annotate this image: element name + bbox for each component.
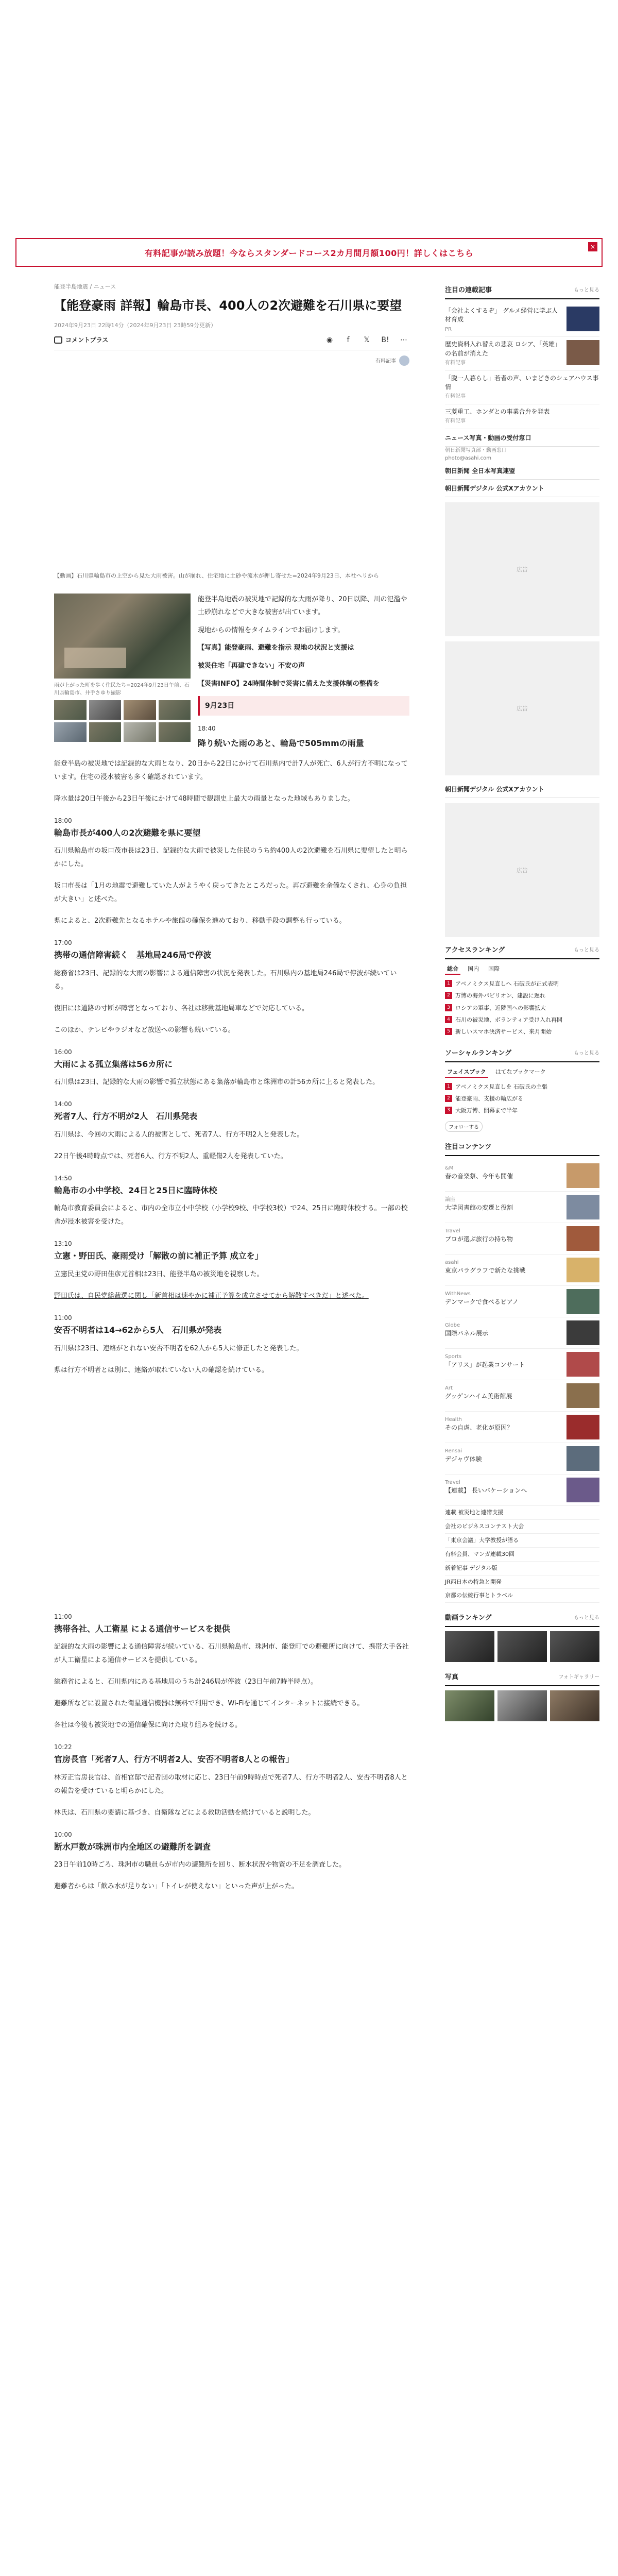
sidebar-article[interactable] bbox=[445, 404, 599, 429]
ad-slot[interactable]: 広告 bbox=[445, 641, 599, 775]
sidebar-article[interactable] bbox=[445, 371, 599, 404]
ranking-title[interactable]: アベノミクス見直しへ 石破氏が正式表明 bbox=[455, 980, 559, 987]
body-paragraph: 総務省は23日、記録的な大雨の影響による通信障害の状況を発表した。石川県内の基地局246局で停波が続いている。 bbox=[54, 969, 397, 991]
ranking-item[interactable] bbox=[445, 1105, 599, 1116]
timeline-time: 10:22 bbox=[54, 1743, 72, 1751]
timeline-entry bbox=[54, 939, 409, 1037]
featured-sub: Travel bbox=[445, 1479, 460, 1485]
ranking-item[interactable] bbox=[445, 1026, 599, 1038]
featured-header bbox=[445, 1139, 599, 1156]
photo-thumbnails bbox=[54, 700, 191, 742]
photo-thumbnail[interactable] bbox=[54, 700, 87, 720]
video-thumbnails bbox=[445, 1631, 599, 1662]
featured-item[interactable] bbox=[445, 1192, 599, 1223]
sidebar-thumbnail[interactable] bbox=[566, 340, 599, 365]
body-paragraph: 県によると、2次避難先となるホテルや旅館の確保を進めており、移動手段の調整も行っている。 bbox=[54, 917, 346, 925]
sidebar-link[interactable]: 会社のビジネスコンテスト大会 bbox=[445, 1520, 599, 1534]
timeline-heading: 立憲・野田氏、豪雨受け「解散の前に補正予算 成立を」 bbox=[54, 1251, 263, 1261]
lead-text bbox=[198, 594, 409, 750]
breadcrumb[interactable]: 能登半島地震 / ニュース bbox=[54, 283, 116, 290]
sidebar-article-sub: 有料記事 bbox=[445, 418, 466, 425]
featured-title-text[interactable]: 【連載】 長いバケーションへ bbox=[445, 1487, 527, 1495]
lead-paragraph: 能登半島地震の被災地で記録的な大雨が降り、20日以降、川の氾濫や土砂崩れなどで大きな被害が出ています。 bbox=[198, 596, 407, 617]
body-paragraph: 避難者からは「飲み水が足りない」「トイレが使えない」といった声が上がった。 bbox=[54, 1883, 298, 1891]
featured-item[interactable] bbox=[445, 1349, 599, 1380]
close-icon[interactable]: × bbox=[588, 242, 597, 251]
sidebar-article-sub: 有料記事 bbox=[445, 394, 466, 400]
ranking-item[interactable] bbox=[445, 1014, 599, 1026]
timeline-entry bbox=[54, 1048, 409, 1090]
ranking-title[interactable]: 石川の被災地、ボランティア受け入れ再開 bbox=[455, 1016, 563, 1023]
more-link[interactable]: もっと見る bbox=[574, 1050, 599, 1056]
photo-thumbnail[interactable] bbox=[159, 722, 191, 742]
article-meta: 2024年9月23日 22時14分（2024年9月23日 23時59分更新） bbox=[54, 321, 216, 329]
featured-title-text[interactable]: デジャヴ体験 bbox=[445, 1455, 482, 1463]
photo-thumbnail[interactable] bbox=[89, 700, 122, 720]
timeline-entry bbox=[54, 1613, 409, 1733]
timeline-time: 18:00 bbox=[54, 817, 72, 824]
social-tabs bbox=[445, 1066, 599, 1078]
ranking-item[interactable] bbox=[445, 1081, 599, 1093]
promo-banner-text[interactable]: 有料記事が読み放題！今ならスタンダードコース2カ月間月額100円！詳しくはこちら bbox=[144, 248, 474, 258]
timeline-heading: 携帯各社、人工衛星 による通信サービスを提供 bbox=[54, 1623, 230, 1634]
body-paragraph: 22日午後4時時点では、死者6人、行方不明2人、重軽傷2人を発表していた。 bbox=[54, 1152, 287, 1160]
featured-item[interactable] bbox=[445, 1223, 599, 1255]
ranking-title[interactable]: 大阪万博、開幕まで半年 bbox=[455, 1107, 518, 1114]
sidebar-link[interactable]: 連載 被災地と連帯支援 bbox=[445, 1506, 599, 1520]
sidebar-article-sub: 有料記事 bbox=[445, 360, 466, 366]
news-photo-link[interactable]: 朝日新聞写真部・動画窓口 bbox=[445, 447, 507, 453]
ranking-title[interactable]: 新しいスマホ決済サービス、来月開始 bbox=[455, 1028, 552, 1036]
article-main bbox=[54, 282, 409, 1902]
tab-total[interactable]: 総合 bbox=[445, 963, 460, 975]
timeline-entry bbox=[54, 1743, 409, 1820]
featured-sub: Rensai bbox=[445, 1448, 462, 1454]
body-paragraph: このほか、テレビやラジオなど放送への影響も続いている。 bbox=[54, 1026, 235, 1034]
photo-thumbnails bbox=[445, 1690, 599, 1721]
body-paragraph: 各社は今後も被災地での通信確保に向けた取り組みを続ける。 bbox=[54, 1721, 242, 1730]
tab-hatena[interactable]: はてなブックマーク bbox=[495, 1068, 546, 1075]
featured-item[interactable] bbox=[445, 1475, 599, 1506]
timeline-heading: 降り続いた雨のあと、輪島で505mmの雨量 bbox=[198, 738, 364, 748]
featured-thumbnail[interactable] bbox=[566, 1415, 599, 1439]
timeline-time: 11:00 bbox=[54, 1314, 72, 1322]
lead-link[interactable]: 被災住宅「再建できない」不安の声 bbox=[198, 662, 305, 670]
comment-icon bbox=[54, 336, 62, 344]
rank-number: 1 bbox=[445, 1083, 452, 1090]
social-ranking-title: ソーシャルランキング bbox=[445, 1049, 512, 1057]
timeline-time: 18:40 bbox=[198, 725, 216, 733]
featured-thumbnail[interactable] bbox=[566, 1383, 599, 1408]
ranking-item[interactable] bbox=[445, 990, 599, 1002]
sidebar-article[interactable] bbox=[445, 337, 599, 370]
photo-gallery-link[interactable]: フォトギャラリー bbox=[558, 1674, 599, 1681]
access-ranking-title: アクセスランキング bbox=[445, 946, 505, 954]
news-photo-mail[interactable]: photo@asahi.com bbox=[445, 455, 491, 461]
photo-header bbox=[445, 1669, 599, 1686]
video-ranking-title: 動画ランキング bbox=[445, 1614, 492, 1622]
more-link[interactable]: もっと見る bbox=[574, 1615, 599, 1621]
sidebar-article-sub: PR bbox=[445, 326, 452, 332]
body-paragraph: 総務省によると、石川県内にある基地局のうち計246局が停波（23日午前7時半時点）。 bbox=[54, 1678, 318, 1686]
header-area bbox=[0, 0, 618, 155]
featured-title-text[interactable]: デンマークで食べるピアノ bbox=[445, 1298, 519, 1306]
inline-photo[interactable] bbox=[54, 1385, 409, 1602]
sidebar-article[interactable] bbox=[445, 303, 599, 337]
sidebar-article-title[interactable]: 「会社よくするぞ」 グルメ経営に学ぶ人材育成 bbox=[445, 307, 558, 324]
timeline-heading: 安否不明者は14→62から5人 石川県が発表 bbox=[54, 1325, 222, 1335]
follow-row bbox=[445, 1121, 599, 1132]
featured-title: 注目コンテンツ bbox=[445, 1143, 492, 1151]
sidebar-thumbnail[interactable] bbox=[566, 307, 599, 331]
featured-item[interactable] bbox=[445, 1380, 599, 1412]
photo-thumbnail[interactable] bbox=[550, 1690, 599, 1721]
lead-link[interactable]: 【写真】能登豪雨、避難を指示 現地の状況と支援は bbox=[198, 644, 354, 652]
photo-thumbnail[interactable] bbox=[89, 722, 122, 742]
featured-thumbnail[interactable] bbox=[566, 1446, 599, 1471]
article-toolbar bbox=[54, 334, 409, 350]
timeline-entry bbox=[54, 1100, 409, 1163]
timeline-heading: 死者7人、行方不明が2人 石川県発表 bbox=[54, 1111, 198, 1122]
timeline-entry bbox=[54, 1314, 409, 1377]
featured-sub: Health bbox=[445, 1416, 462, 1422]
featured-title-text[interactable]: グッゲンハイム美術館展 bbox=[445, 1393, 512, 1400]
tab-domestic[interactable]: 国内 bbox=[468, 965, 479, 972]
ranking-item[interactable] bbox=[445, 978, 599, 990]
body-paragraph: 避難所などに設置された衛星通信機器は無料で利用でき、Wi-Fiを通じてインターネットに接続できる。 bbox=[54, 1700, 364, 1708]
featured-sub: Art bbox=[445, 1385, 453, 1391]
date-heading: 9月23日 bbox=[198, 696, 409, 716]
rank-number: 2 bbox=[445, 992, 452, 999]
body-paragraph: 降水量は20日午後から23日午後にかけて48時間で観測史上最大の雨量となった地域もありました。 bbox=[54, 794, 354, 803]
photo-thumbnail[interactable] bbox=[445, 1690, 494, 1721]
comment-plus-button[interactable] bbox=[54, 335, 108, 344]
body-paragraph: 23日午前10時ごろ、珠洲市の職員らが市内の避難所を回り、断水状況や物資の不足を調査した。 bbox=[54, 1861, 346, 1869]
photo-thumbnail[interactable] bbox=[124, 722, 156, 742]
timeline-heading: 携帯の通信障害続く 基地局246局で停波 bbox=[54, 950, 212, 960]
follow-label[interactable]: フォローする bbox=[445, 1121, 483, 1132]
lead-section bbox=[54, 594, 409, 750]
body-paragraph: 能登半島の被災地では記録的な大雨となり、20日から22日にかけて石川県内で計7人が死亡、6人が行方不明になっています。住宅の浸水被害も多く確認されています。 bbox=[54, 759, 408, 781]
author-row bbox=[54, 355, 409, 366]
x-icon[interactable]: 𝕏 bbox=[364, 335, 370, 344]
featured-thumbnail[interactable] bbox=[566, 1195, 599, 1219]
rank-number: 3 bbox=[445, 1004, 452, 1011]
photo-thumbnail[interactable] bbox=[159, 700, 191, 720]
body-paragraph: 記録的な大雨の影響による通信障害が続いている、石川県輪島市、珠洲市、能登町での避難所に向けて、携帯大手各社が人工衛星による通信サービスを提供している。 bbox=[54, 1643, 409, 1665]
timeline-entry bbox=[54, 1240, 409, 1303]
timeline-time: 10:00 bbox=[54, 1831, 72, 1838]
featured-title-text[interactable]: プロが選ぶ旅行の持ち物 bbox=[445, 1235, 513, 1243]
body-paragraph: 石川県は、今回の大雨による人的被害として、死者7人、行方不明2人と発表した。 bbox=[54, 1130, 304, 1139]
sidebar-link[interactable]: 「東京会議」大学教授が語る bbox=[445, 1534, 599, 1548]
body-paragraph: 野田氏は、自民党総裁選に関し「新首相は速やかに補正予算を成立させてから解散すべきだ」と述べた。 bbox=[54, 1292, 369, 1300]
paid-label: 有料記事 bbox=[375, 359, 396, 365]
timeline-time: 13:10 bbox=[54, 1240, 72, 1248]
featured-thumbnail[interactable] bbox=[566, 1289, 599, 1314]
featured-sub: 論座 bbox=[445, 1196, 455, 1202]
news-desk-link[interactable]: 朝日新聞 全日本写真連盟 bbox=[445, 462, 599, 480]
rank-number: 1 bbox=[445, 980, 452, 987]
timeline-heading: 官房長官「死者7人、行方不明者2人、安否不明者8人との報告」 bbox=[54, 1754, 294, 1765]
featured-title-text[interactable]: 「アリス」が起業コンサート bbox=[445, 1361, 525, 1369]
avatar bbox=[399, 355, 409, 366]
lead-photo[interactable] bbox=[54, 594, 191, 679]
ranking-item[interactable] bbox=[445, 1002, 599, 1014]
more-link[interactable]: もっと見る bbox=[574, 947, 599, 953]
featured-thumbnail[interactable] bbox=[566, 1258, 599, 1282]
featured-sub: &M bbox=[445, 1165, 454, 1171]
ad-slot[interactable]: 広告 bbox=[445, 502, 599, 636]
sidebar bbox=[445, 282, 599, 1721]
featured-sub: Globe bbox=[445, 1322, 460, 1328]
featured-title-text[interactable]: 大学図書館の変遷と役割 bbox=[445, 1204, 513, 1212]
featured-item[interactable] bbox=[445, 1286, 599, 1317]
sidebar-article-title[interactable]: 「脱一人暮らし」若者の声、いまどきのシェアハウス事情 bbox=[445, 374, 599, 391]
body-paragraph: 復旧には道路の寸断が障害となっており、各社は移動基地局車などで対応している。 bbox=[54, 1004, 309, 1012]
featured-sub: Travel bbox=[445, 1228, 460, 1234]
featured-item[interactable] bbox=[445, 1317, 599, 1349]
lead-photo-caption: 雨が上がった町を歩く住民たち=2024年9月23日午前、石川県輪島市、井手さゆり撮影 bbox=[54, 683, 190, 697]
sidebar-link[interactable]: 有料会員、マンガ連載30回 bbox=[445, 1548, 599, 1562]
featured-sub: asahi bbox=[445, 1259, 459, 1265]
featured-sub: WithNews bbox=[445, 1291, 471, 1297]
sidebar-link[interactable]: JR西日本の特急と開発 bbox=[445, 1575, 599, 1589]
tab-facebook[interactable]: フェイスブック bbox=[445, 1066, 488, 1078]
ranking-title[interactable]: 能登豪雨、支援の輪広がる bbox=[455, 1095, 523, 1103]
rank-number: 4 bbox=[445, 1016, 452, 1023]
featured-title-text[interactable]: 国際パネル展示 bbox=[445, 1330, 489, 1337]
featured-thumbnail[interactable] bbox=[566, 1226, 599, 1251]
timeline-heading: 大雨による孤立集落は56カ所に bbox=[54, 1059, 173, 1069]
ranking-title[interactable]: ロシアの軍事、近隣国への影響拡大 bbox=[455, 1004, 546, 1011]
rank-number: 3 bbox=[445, 1107, 452, 1114]
featured-title-text[interactable]: 東京パラグラフで新たな挑戦 bbox=[445, 1267, 526, 1275]
photo-thumbnail[interactable] bbox=[124, 700, 156, 720]
timeline-time: 14:00 bbox=[54, 1100, 72, 1108]
lead-image-block bbox=[54, 594, 191, 750]
lead-link[interactable]: 【災害INFO】24時間体制で災害に備えた支援体制の整備を bbox=[198, 680, 380, 688]
featured-item[interactable] bbox=[445, 1443, 599, 1475]
rank-number: 2 bbox=[445, 1095, 452, 1102]
body-paragraph: 林氏は、石川県の要請に基づき、自衛隊などによる救助活動を続けていると説明した。 bbox=[54, 1808, 315, 1817]
timeline-time: 17:00 bbox=[54, 939, 72, 947]
featured-item[interactable] bbox=[445, 1255, 599, 1286]
body-paragraph: 坂口市長は「1月の地震で避難していた人がようやく戻ってきたところだった。再び避難を余儀なくされ、心身の負担が大きい」と述べた。 bbox=[54, 882, 407, 904]
featured-thumbnail[interactable] bbox=[566, 1352, 599, 1377]
photo-title: 写真 bbox=[445, 1673, 459, 1682]
ranking-tabs bbox=[445, 963, 599, 975]
ad-slot[interactable]: 広告 bbox=[445, 803, 599, 937]
timeline-time: 14:50 bbox=[54, 1174, 72, 1182]
timeline-heading: 輪島市長が400人の2次避難を県に要望 bbox=[54, 827, 201, 838]
body-paragraph: 輪島市教育委員会によると、市内の全市立小中学校（小学校9校、中学校3校）で24、25日に臨時休校する。一部の校舎が浸水被害を受けた。 bbox=[54, 1205, 408, 1226]
body-paragraph: 石川県は23日、連絡がとれない安否不明者を62人から5人に修正したと発表した。 bbox=[54, 1344, 303, 1352]
sidebar-section-header bbox=[445, 282, 599, 299]
hero-video[interactable] bbox=[54, 369, 409, 567]
featured-thumbnail[interactable] bbox=[566, 1320, 599, 1345]
promo-banner[interactable] bbox=[15, 238, 603, 267]
more-icon[interactable]: ⋯ bbox=[400, 335, 407, 344]
timeline-time: 11:00 bbox=[54, 1613, 72, 1620]
body-paragraph: 立憲民主党の野田佳彦元首相は23日、能登半島の被災地を視察した。 bbox=[54, 1270, 264, 1279]
official-x-link[interactable]: 朝日新聞デジタル 公式Xアカウント bbox=[445, 480, 599, 497]
body-paragraph: 石川県は23日、記録的な大雨の影響で孤立状態にある集落が輪島市と珠洲市の計56カ所に上ると発表した。 bbox=[54, 1078, 380, 1087]
photo-thumbnail[interactable] bbox=[497, 1690, 547, 1721]
lead-paragraph: 現地からの情報をタイムラインでお届けします。 bbox=[198, 626, 345, 634]
body-paragraph: 林芳正官房長官は、首相官邸で記者団の取材に応じ、23日午前9時時点で死者7人、行方不明者2人、安否不明者8人との報告を受けていると明らかにした。 bbox=[54, 1773, 408, 1795]
social-ranking-header bbox=[445, 1045, 599, 1062]
video-ranking-header bbox=[445, 1610, 599, 1627]
timeline-entry bbox=[54, 1175, 409, 1229]
comment-plus-label: コメントプラス bbox=[65, 336, 109, 344]
ranking-item[interactable] bbox=[445, 1093, 599, 1105]
featured-title-text[interactable]: 春の音楽祭、今年も開催 bbox=[445, 1173, 513, 1180]
sidebar-section-title: 注目の連載記事 bbox=[445, 286, 492, 294]
featured-thumbnail[interactable] bbox=[566, 1478, 599, 1502]
sidebar-link[interactable]: 新着記事 デジタル版 bbox=[445, 1562, 599, 1575]
official-x-link[interactable]: 朝日新聞デジタル 公式Xアカウント bbox=[445, 781, 599, 798]
timeline-heading: 輪島市の小中学校、24日と25日に臨時休校 bbox=[54, 1185, 217, 1195]
body-paragraph: 県は行方不明者とは別に、連絡が取れていない人の確認を続けている。 bbox=[54, 1366, 269, 1374]
article-title: 【能登豪雨 詳報】輪島市長、400人の2次避難を石川県に要望 bbox=[54, 298, 402, 313]
video-thumbnail[interactable] bbox=[445, 1631, 494, 1662]
facebook-icon[interactable]: f bbox=[347, 335, 350, 344]
featured-item[interactable] bbox=[445, 1160, 599, 1192]
tab-international[interactable]: 国際 bbox=[488, 965, 500, 972]
ranking-title[interactable]: 万博の海外パビリオン、建設に遅れ bbox=[455, 992, 546, 999]
featured-title-text[interactable]: その自虐、老化が原因？ bbox=[445, 1424, 513, 1432]
featured-sub: Sports bbox=[445, 1353, 462, 1360]
hero-caption: 【動画】石川県輪島市の上空から見た大雨被害。山が崩れ、住宅地に土砂や流木が押し寄せた=2024年9月23日、本社ヘリから bbox=[54, 572, 379, 579]
rank-number: 5 bbox=[445, 1028, 452, 1035]
news-photo-section[interactable]: ニュース写真・動画の受付窓口 bbox=[445, 429, 599, 447]
timeline-time: 16:00 bbox=[54, 1048, 72, 1056]
more-link[interactable]: もっと見る bbox=[574, 287, 599, 293]
ranking-title[interactable]: アベノミクス見直しを 石破氏の主張 bbox=[455, 1083, 547, 1090]
timeline-heading: 断水戸数が珠洲市内全地区の避難所を調査 bbox=[54, 1841, 211, 1852]
featured-thumbnail[interactable] bbox=[566, 1163, 599, 1188]
photo-thumbnail[interactable] bbox=[54, 722, 87, 742]
sidebar-article-title[interactable]: 三菱重工、ホンダとの事業合弁を発表 bbox=[445, 408, 550, 415]
timeline-entry bbox=[54, 1831, 409, 1894]
bookmark-icon[interactable]: B! bbox=[381, 335, 389, 344]
camera-icon[interactable]: ◉ bbox=[326, 335, 333, 344]
sidebar-link[interactable]: 京都の伝統行事とトラベル bbox=[445, 1589, 599, 1603]
timeline-entry bbox=[54, 817, 409, 928]
access-ranking-header bbox=[445, 942, 599, 959]
sidebar-article-title[interactable]: 歴史資料入れ替えの悲哀 ロシア、「英雄」の名前が消えた bbox=[445, 341, 561, 357]
body-paragraph: 石川県輪島市の坂口茂市長は23日、記録的な大雨で被災した住民のうち約400人の2次避難を石川県に要望したと明らかにした。 bbox=[54, 847, 408, 869]
share-icons bbox=[324, 334, 409, 346]
video-thumbnail[interactable] bbox=[550, 1631, 599, 1662]
featured-item[interactable] bbox=[445, 1412, 599, 1443]
video-thumbnail[interactable] bbox=[497, 1631, 547, 1662]
